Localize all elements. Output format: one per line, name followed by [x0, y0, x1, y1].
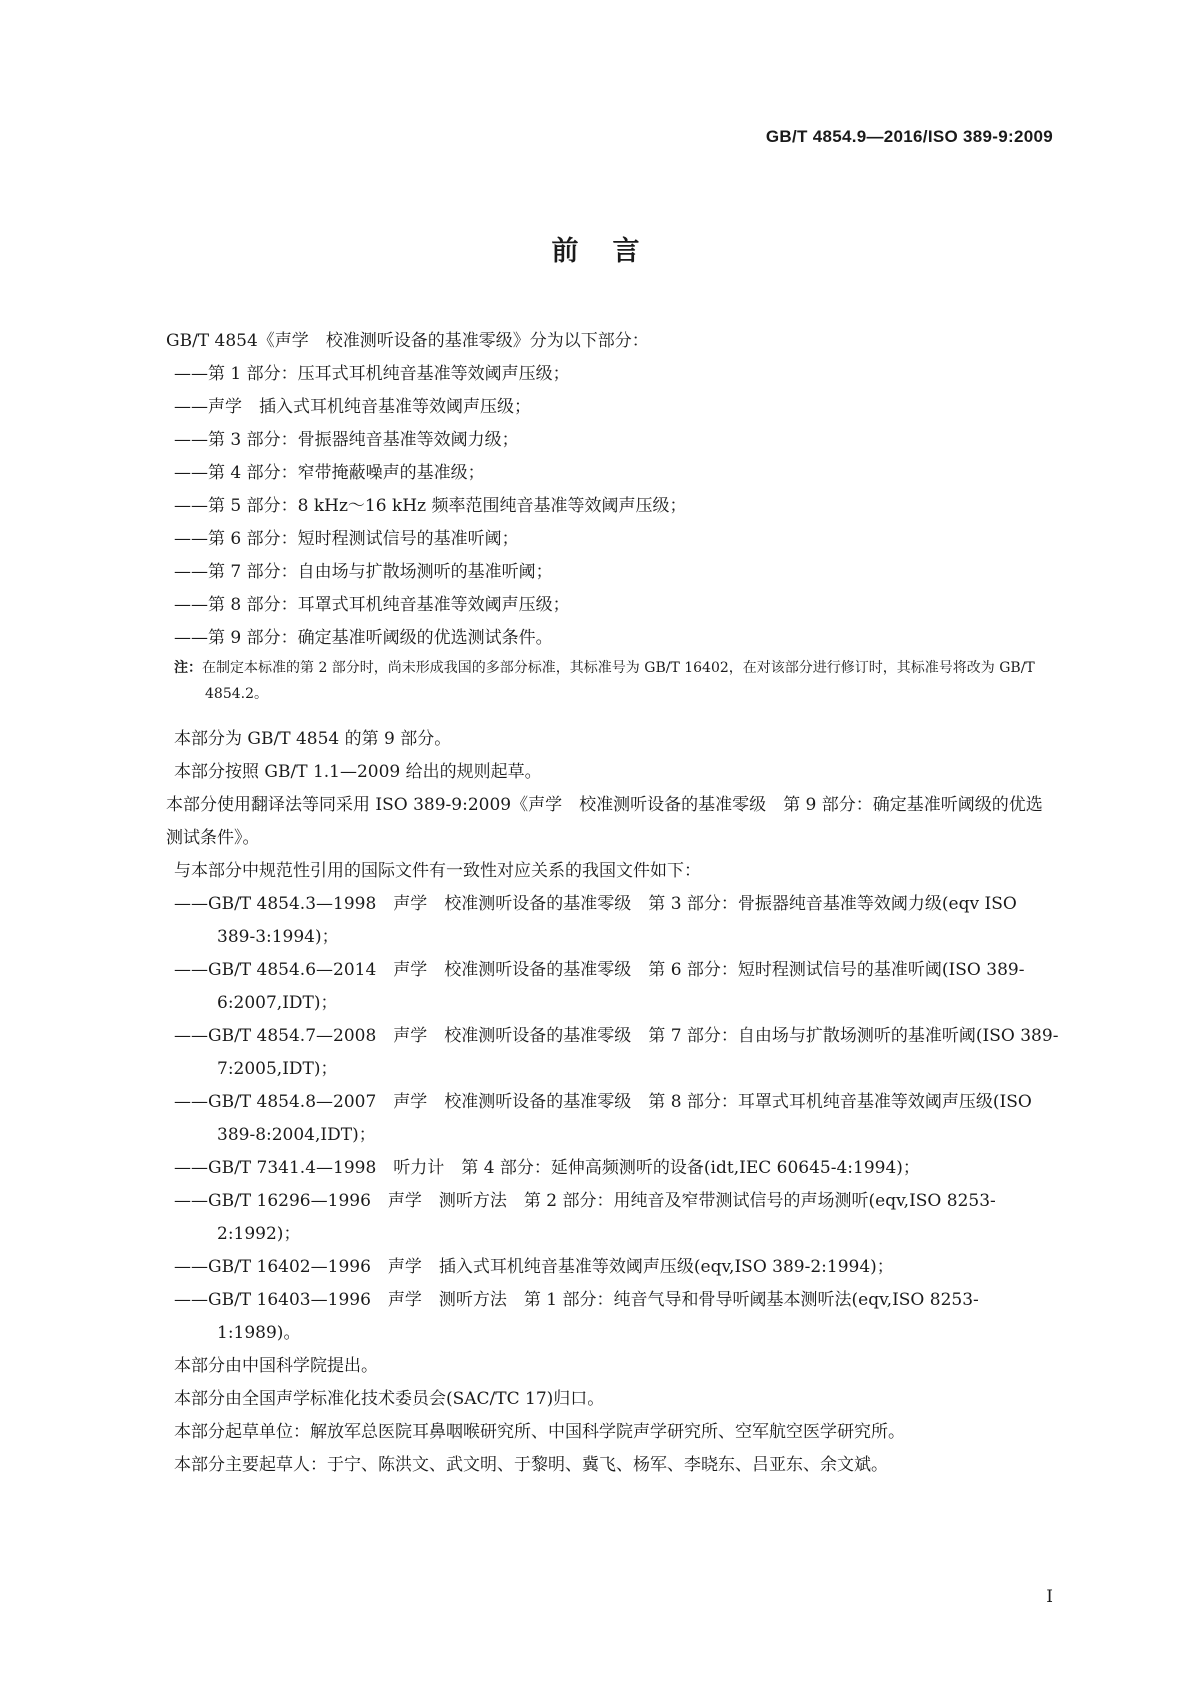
document-body — [166, 325, 1059, 1482]
part-item-1: ——第 1 部分：压耳式耳机纯音基准等效阈声压级； — [174, 364, 570, 384]
paragraph-drafters: 本部分主要起草人：于宁、陈洪文、武文明、于黎明、冀飞、杨军、李晓东、吕亚东、余文斌。 — [174, 1455, 888, 1475]
part-item-5: ——第 5 部分：8 kHz～16 kHz 频率范围纯音基准等效阈声压级； — [174, 496, 687, 516]
reference-item-3: ——GB/T 4854.7—2008 声学 校准测听设备的基准零级 第 7 部分：自由场与扩散场测听的基准听阈(ISO 389-7:2005,IDT)； — [174, 1026, 1059, 1079]
paragraph-drafting-rules: 本部分按照 GB/T 1.1—2009 给出的规则起草。 — [174, 762, 542, 782]
paragraph-translation: 本部分使用翻译法等同采用 ISO 389-9:2009《声学 校准测听设备的基准零级 第 9 部分：确定基准听阈级的优选测试条件》。 — [166, 795, 1043, 848]
references-list — [174, 888, 1059, 1350]
part-item-9: ——第 9 部分：确定基准听阈级的优选测试条件。 — [174, 628, 553, 648]
paragraph-proposer: 本部分由中国科学院提出。 — [174, 1356, 378, 1376]
page-number: I — [1046, 1587, 1053, 1607]
paragraph-part-number: 本部分为 GB/T 4854 的第 9 部分。 — [174, 729, 452, 749]
part-item-8: ——第 8 部分：耳罩式耳机纯音基准等效阈声压级； — [174, 595, 570, 615]
reference-item-8: ——GB/T 16403—1996 声学 测听方法 第 1 部分：纯音气导和骨导听阈基本测听法(eqv,ISO 8253-1:1989)。 — [174, 1290, 979, 1343]
part-item-3: ——第 3 部分：骨振器纯音基准等效阈力级； — [174, 430, 519, 450]
reference-item-1: ——GB/T 4854.3—1998 声学 校准测听设备的基准零级 第 3 部分：骨振器纯音基准等效阈力级(eqv ISO 389-3:1994)； — [174, 894, 1017, 947]
reference-item-4: ——GB/T 4854.8—2007 声学 校准测听设备的基准零级 第 8 部分：耳罩式耳机纯音基准等效阈声压级(ISO 389-8:2004,IDT)； — [174, 1092, 1032, 1145]
part-item-2: ——声学 插入式耳机纯音基准等效阈声压级； — [174, 397, 531, 417]
part-item-7: ——第 7 部分：自由场与扩散场测听的基准听阈； — [174, 562, 553, 582]
note-label: 注： — [174, 660, 202, 676]
paragraph-drafting-units: 本部分起草单位：解放军总医院耳鼻咽喉研究所、中国科学院声学研究所、空军航空医学研究所。 — [174, 1422, 905, 1442]
reference-item-6: ——GB/T 16296—1996 声学 测听方法 第 2 部分：用纯音及窄带测试信号的声场测听(eqv,ISO 8253-2:1992)； — [174, 1191, 996, 1244]
part-item-4: ——第 4 部分：窄带掩蔽噪声的基准级； — [174, 463, 485, 483]
page-title: 前言 — [551, 236, 674, 267]
reference-item-2: ——GB/T 4854.6—2014 声学 校准测听设备的基准零级 第 6 部分：短时程测试信号的基准听阈(ISO 389-6:2007,IDT)； — [174, 960, 1025, 1013]
note — [174, 655, 1059, 707]
parts-list — [174, 358, 1059, 655]
standard-code: GB/T 4854.9—2016/ISO 389-9:2009 — [765, 127, 1053, 146]
part-item-6: ——第 6 部分：短时程测试信号的基准听阈； — [174, 529, 519, 549]
paragraph-references-intro: 与本部分中规范性引用的国际文件有一致性对应关系的我国文件如下： — [174, 861, 701, 881]
intro-paragraph: GB/T 4854《声学 校准测听设备的基准零级》分为以下部分： — [166, 331, 649, 351]
note-text: 在制定本标准的第 2 部分时，尚未形成我国的多部分标准，其标准号为 GB/T 16402，在对该部分进行修订时，其标准号将改为 GB/T 4854.2。 — [202, 660, 1035, 702]
paragraph-committee: 本部分由全国声学标准化技术委员会(SAC/TC 17)归口。 — [174, 1389, 605, 1409]
reference-item-5: ——GB/T 7341.4—1998 听力计 第 4 部分：延伸高频测听的设备(idt,IEC 60645-4:1994)； — [174, 1158, 920, 1178]
reference-item-7: ——GB/T 16402—1996 声学 插入式耳机纯音基准等效阈声压级(eqv,ISO 389-2:1994)； — [174, 1257, 894, 1277]
